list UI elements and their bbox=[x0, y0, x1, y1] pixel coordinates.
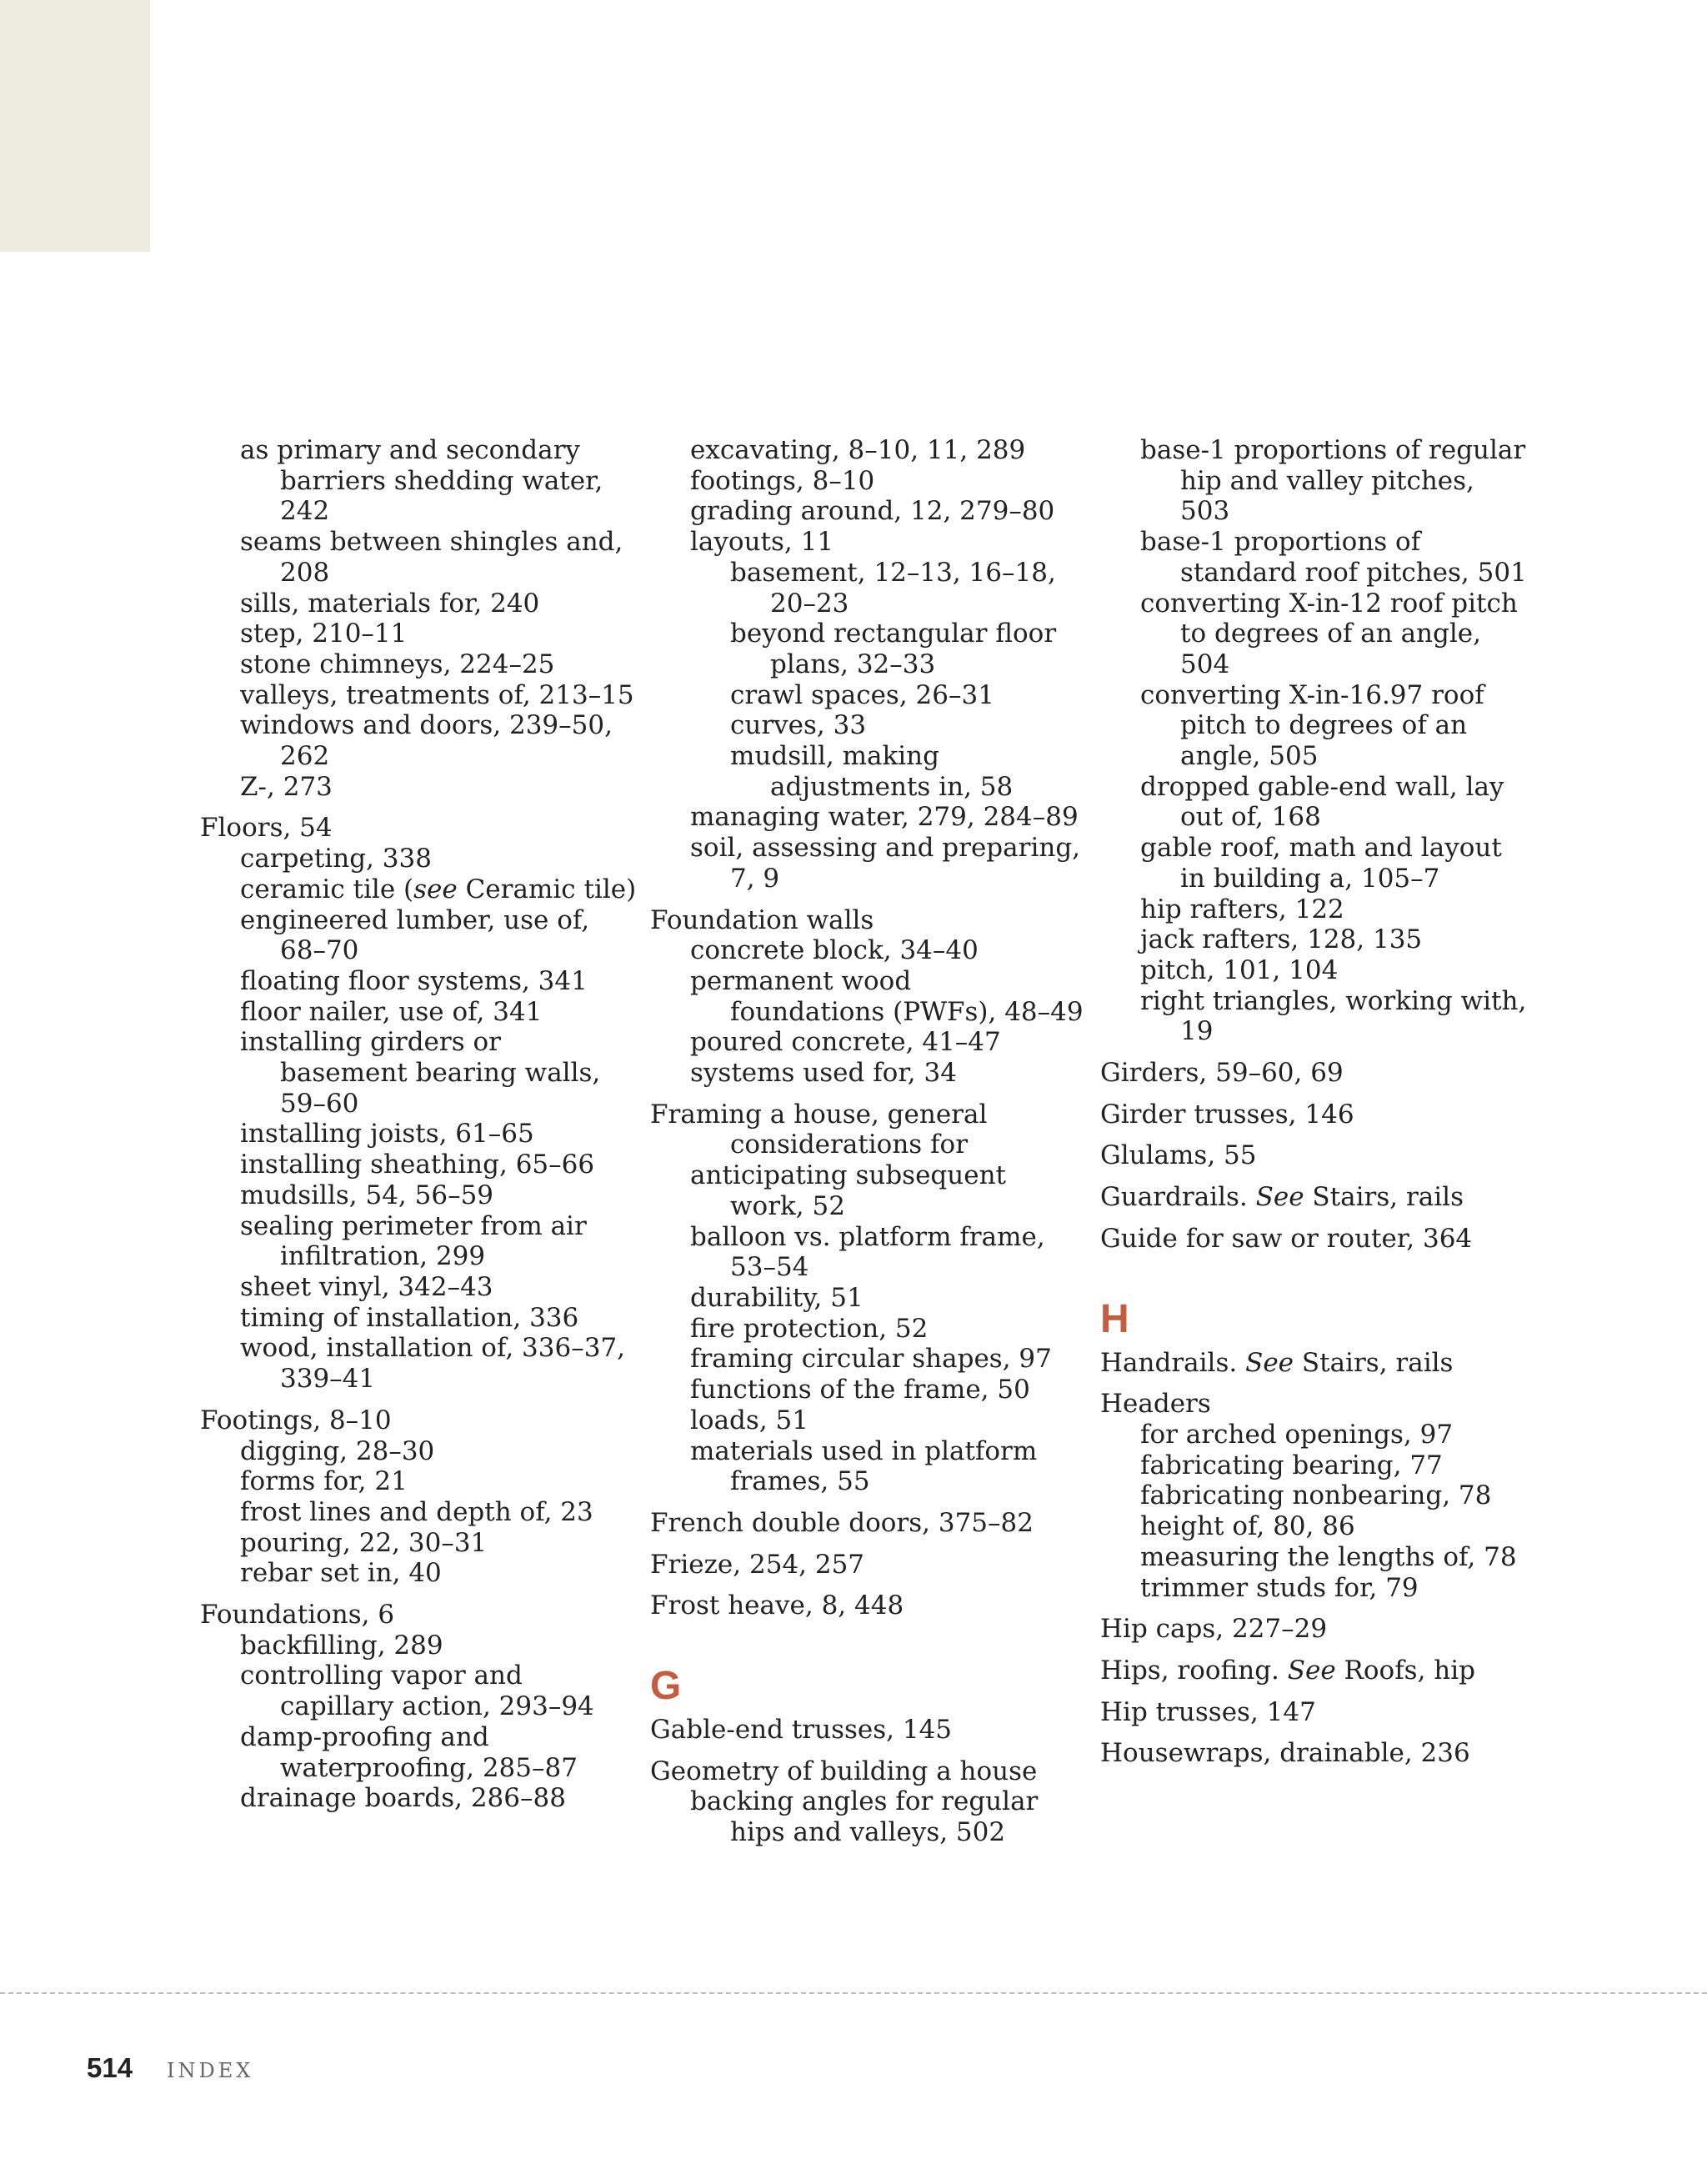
index-main-entry: Foundations, 6 bbox=[200, 1600, 395, 1630]
index-sub-entry: converting X-in-12 roof pitch bbox=[1140, 588, 1518, 619]
index-sub-entry: installing sheathing, 65–66 bbox=[240, 1150, 595, 1180]
index-sub-entry: step, 210–11 bbox=[240, 619, 408, 649]
index-sub-entry: gable roof, math and layout bbox=[1140, 833, 1502, 864]
index-sub-entry: 59–60 bbox=[280, 1088, 359, 1119]
index-main-entry: Frost heave, 8, 448 bbox=[650, 1590, 904, 1621]
index-sub-entry: capillary action, 293–94 bbox=[280, 1691, 594, 1722]
index-main-entry: Girder trusses, 146 bbox=[1100, 1099, 1354, 1130]
index-sub-entry: basement bearing walls, bbox=[280, 1058, 601, 1089]
index-sub-entry: as primary and secondary bbox=[240, 435, 580, 465]
index-sub-entry: damp-proofing and bbox=[240, 1721, 489, 1752]
index-sub-entry: beyond rectangular floor bbox=[730, 619, 1057, 649]
index-sub-entry: base-1 proportions of regular bbox=[1140, 435, 1526, 465]
index-sub-entry: 242 bbox=[280, 496, 330, 527]
cross-reference-see: see bbox=[413, 874, 458, 904]
index-main-entry: Framing a house, general bbox=[650, 1099, 988, 1130]
index-sub-entry: hip rafters, 122 bbox=[1140, 894, 1344, 924]
index-main-entry: Hip caps, 227–29 bbox=[1100, 1614, 1328, 1645]
index-sub-entry: pouring, 22, 30–31 bbox=[240, 1527, 488, 1558]
index-column-1 bbox=[200, 435, 642, 1814]
index-sub-entry: in building a, 105–7 bbox=[1180, 863, 1440, 894]
index-sub-entry: work, 52 bbox=[730, 1190, 845, 1221]
index-sub-entry: floating floor systems, 341 bbox=[240, 965, 588, 996]
index-sub-entry: 68–70 bbox=[280, 935, 359, 966]
index-sub-entry: footings, 8–10 bbox=[690, 465, 875, 496]
index-sub-entry: hips and valleys, 502 bbox=[730, 1817, 1006, 1848]
index-sub-entry: installing girders or bbox=[240, 1027, 501, 1058]
index-main-entry: Guide for saw or router, 364 bbox=[1100, 1223, 1473, 1254]
index-sub-entry: converting X-in-16.97 roof bbox=[1140, 679, 1484, 710]
index-sub-entry: frames, 55 bbox=[730, 1466, 870, 1497]
index-sub-entry: fabricating bearing, 77 bbox=[1140, 1450, 1443, 1480]
index-sub-entry: waterproofing, 285–87 bbox=[280, 1752, 578, 1783]
index-sub-entry: for arched openings, 97 bbox=[1140, 1419, 1454, 1450]
index-sub-entry: durability, 51 bbox=[690, 1282, 864, 1313]
index-main-entry: Headers bbox=[1100, 1389, 1211, 1420]
index-sub-entry: standard roof pitches, 501 bbox=[1180, 557, 1527, 588]
page-number: 514 bbox=[87, 2052, 133, 2083]
index-sub-entry: ceramic tile (see Ceramic tile) bbox=[240, 874, 637, 904]
index-sub-entry: backing angles for regular bbox=[690, 1786, 1039, 1817]
index-sub-entry: height of, 80, 86 bbox=[1140, 1511, 1355, 1542]
index-sub-entry: sills, materials for, 240 bbox=[240, 588, 540, 619]
index-sub-entry: plans, 32–33 bbox=[770, 649, 936, 679]
index-main-entry: Floors, 54 bbox=[200, 813, 333, 844]
index-sub-entry: timing of installation, 336 bbox=[240, 1302, 579, 1333]
index-main-entry: Hips, roofing. See Roofs, hip bbox=[1100, 1655, 1476, 1686]
index-main-entry: Housewraps, drainable, 236 bbox=[1100, 1738, 1470, 1769]
index-sub-entry: controlling vapor and bbox=[240, 1661, 523, 1691]
section-letter-g: G bbox=[650, 1664, 682, 1709]
index-sub-entry: crawl spaces, 26–31 bbox=[730, 679, 994, 710]
index-sub-entry: rebar set in, 40 bbox=[240, 1558, 442, 1589]
index-main-entry: Girders, 59–60, 69 bbox=[1100, 1058, 1344, 1089]
index-sub-entry: soil, assessing and preparing, bbox=[690, 833, 1081, 864]
index-sub-entry: windows and doors, 239–50, bbox=[240, 710, 613, 741]
index-sub-entry: 503 bbox=[1180, 496, 1230, 527]
index-sub-entry: carpeting, 338 bbox=[240, 844, 432, 874]
index-sub-entry: poured concrete, 41–47 bbox=[690, 1027, 1001, 1058]
index-sub-entry: 20–23 bbox=[770, 588, 849, 619]
index-sub-entry: curves, 33 bbox=[730, 710, 867, 741]
index-column-3 bbox=[1100, 435, 1542, 1769]
index-main-entry: Foundation walls bbox=[650, 904, 874, 935]
index-sub-entry: jack rafters, 128, 135 bbox=[1140, 924, 1423, 955]
index-sub-entry: base-1 proportions of bbox=[1140, 527, 1421, 558]
index-sub-entry: considerations for bbox=[730, 1130, 969, 1160]
index-sub-entry: seams between shingles and, bbox=[240, 527, 623, 558]
index-sub-entry: mudsill, making bbox=[730, 741, 939, 772]
index-sub-entry: wood, installation of, 336–37, bbox=[240, 1333, 626, 1364]
running-footer-label: INDEX bbox=[167, 2059, 254, 2082]
index-sub-entry: fabricating nonbearing, 78 bbox=[1140, 1480, 1492, 1511]
index-sub-entry: out of, 168 bbox=[1180, 802, 1321, 833]
index-sub-entry: 339–41 bbox=[280, 1364, 376, 1395]
index-sub-entry: sheet vinyl, 342–43 bbox=[240, 1271, 493, 1302]
index-sub-entry: managing water, 279, 284–89 bbox=[690, 802, 1079, 833]
index-sub-entry: pitch to degrees of an bbox=[1180, 710, 1468, 741]
index-sub-entry: excavating, 8–10, 11, 289 bbox=[690, 435, 1026, 465]
cross-reference-see: See bbox=[1245, 1347, 1294, 1378]
corner-color-block bbox=[0, 0, 150, 252]
index-main-entry: Geometry of building a house bbox=[650, 1756, 1038, 1786]
index-sub-entry: 7, 9 bbox=[730, 863, 780, 894]
index-sub-entry: 19 bbox=[1180, 1016, 1214, 1047]
cross-reference-see: See bbox=[1255, 1182, 1304, 1213]
section-letter-h: H bbox=[1100, 1296, 1129, 1341]
index-sub-entry: basement, 12–13, 16–18, bbox=[730, 557, 1056, 588]
index-sub-entry: sealing perimeter from air bbox=[240, 1210, 587, 1241]
index-sub-entry: layouts, 11 bbox=[690, 527, 834, 558]
index-sub-entry: permanent wood bbox=[690, 965, 912, 996]
index-sub-entry: drainage boards, 286–88 bbox=[240, 1783, 566, 1814]
index-sub-entry: adjustments in, 58 bbox=[770, 771, 1014, 802]
index-sub-entry: infiltration, 299 bbox=[280, 1241, 486, 1272]
index-main-entry: Handrails. See Stairs, rails bbox=[1100, 1347, 1454, 1378]
index-sub-entry: framing circular shapes, 97 bbox=[690, 1344, 1052, 1375]
index-sub-entry: installing joists, 61–65 bbox=[240, 1119, 534, 1150]
index-main-entry: Hip trusses, 147 bbox=[1100, 1696, 1316, 1727]
index-sub-entry: foundations (PWFs), 48–49 bbox=[730, 996, 1084, 1027]
index-sub-entry: mudsills, 54, 56–59 bbox=[240, 1180, 494, 1210]
index-sub-entry: stone chimneys, 224–25 bbox=[240, 649, 555, 679]
cross-reference-see: See bbox=[1287, 1655, 1336, 1686]
index-main-entry: Frieze, 254, 257 bbox=[650, 1549, 865, 1580]
index-sub-entry: 53–54 bbox=[730, 1252, 809, 1283]
index-sub-entry: valleys, treatments of, 213–15 bbox=[240, 679, 634, 710]
index-sub-entry: right triangles, working with, bbox=[1140, 985, 1527, 1016]
index-sub-entry: anticipating subsequent bbox=[690, 1160, 1007, 1191]
index-sub-entry: trimmer studs for, 79 bbox=[1140, 1572, 1419, 1603]
index-main-entry: Guardrails. See Stairs, rails bbox=[1100, 1182, 1464, 1213]
index-sub-entry: floor nailer, use of, 341 bbox=[240, 996, 543, 1027]
index-sub-entry: balloon vs. platform frame, bbox=[690, 1221, 1045, 1252]
index-sub-entry: angle, 505 bbox=[1180, 741, 1319, 772]
index-sub-entry: Z-, 273 bbox=[240, 771, 333, 802]
index-sub-entry: dropped gable-end wall, lay bbox=[1140, 771, 1504, 802]
index-sub-entry: concrete block, 34–40 bbox=[690, 935, 979, 966]
index-sub-entry: barriers shedding water, bbox=[280, 465, 603, 496]
index-main-entry: Footings, 8–10 bbox=[200, 1405, 392, 1435]
index-sub-entry: 262 bbox=[280, 741, 330, 772]
index-main-entry: French double doors, 375–82 bbox=[650, 1507, 1034, 1538]
index-sub-entry: fire protection, 52 bbox=[690, 1313, 929, 1344]
index-main-entry: Gable-end trusses, 145 bbox=[650, 1715, 953, 1746]
index-sub-entry: engineered lumber, use of, bbox=[240, 904, 590, 935]
index-sub-entry: grading around, 12, 279–80 bbox=[690, 496, 1055, 527]
index-sub-entry: frost lines and depth of, 23 bbox=[240, 1496, 593, 1527]
index-sub-entry: to degrees of an angle, bbox=[1180, 619, 1481, 649]
index-sub-entry: backfilling, 289 bbox=[240, 1630, 443, 1661]
index-sub-entry: pitch, 101, 104 bbox=[1140, 954, 1339, 985]
index-sub-entry: materials used in platform bbox=[690, 1435, 1038, 1466]
index-sub-entry: systems used for, 34 bbox=[690, 1058, 957, 1089]
index-sub-entry: 208 bbox=[280, 557, 330, 588]
index-main-entry: Glulams, 55 bbox=[1100, 1140, 1257, 1171]
footer-divider bbox=[0, 1992, 1707, 1994]
index-sub-entry: measuring the lengths of, 78 bbox=[1140, 1541, 1517, 1572]
index-sub-entry: hip and valley pitches, bbox=[1180, 465, 1474, 496]
index-sub-entry: 504 bbox=[1180, 649, 1230, 679]
index-sub-entry: loads, 51 bbox=[690, 1405, 808, 1435]
index-column-2 bbox=[650, 435, 1092, 1848]
index-sub-entry: forms for, 21 bbox=[240, 1466, 408, 1497]
index-sub-entry: digging, 28–30 bbox=[240, 1435, 435, 1466]
index-sub-entry: functions of the frame, 50 bbox=[690, 1375, 1030, 1405]
